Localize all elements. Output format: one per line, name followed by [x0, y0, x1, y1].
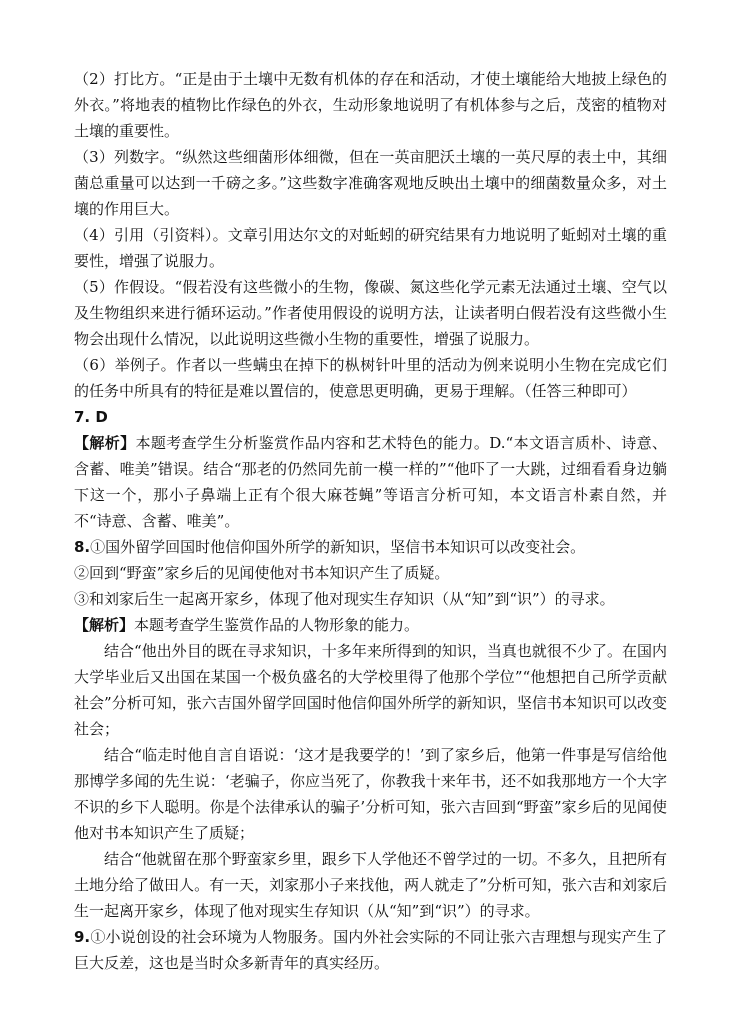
answer-8-point-2 — [74, 560, 667, 586]
paragraph-method-numbers — [74, 144, 667, 222]
analysis-text: 本题考查学生鉴赏作品的人物形象的能力。 — [134, 616, 420, 634]
paragraph-text: （6）举例子。作者以一些螨虫在掉下的枞树针叶里的活动为例来说明小生物在完成它们的任务中所具有的特征是难以置信的，使意思更明确，更易于理解。（任答三种即可） — [74, 356, 667, 400]
paragraph-method-example — [74, 352, 667, 404]
paragraph-method-quote — [74, 222, 667, 274]
analysis-8 — [74, 612, 667, 638]
answer-8-point-1 — [74, 534, 667, 560]
analysis-text: 结合“他就留在那个野蛮家乡里，跟乡下人学他还不曾学过的一切。不多久，且把所有土地分给了做田人。有一天，刘家那小子来找他，两人就走了”分析可知，张六吉和刘家后生一起离开家乡，体现了他对现实生存知识（从“知”到“识”）的寻求。 — [74, 850, 667, 920]
answer-number: 8. — [74, 538, 91, 556]
answer-7 — [74, 404, 667, 430]
answer-8-point-3 — [74, 586, 667, 612]
analysis-8-detail-3 — [74, 846, 667, 924]
analysis-tag: 【解析】 — [74, 616, 135, 634]
analysis-text: 结合“临走时他自言自语说：‘这才是我要学的！’到了家乡后，他第一件事是写信给他那博学多闻的先生说：‘老骗子，你应当死了，你教我十来年书，还不如我那地方一个大字不识的乡下人聪明。你是个法律承认的骗子’分析可知，张六吉回到“野蛮”家乡后的见闻使他对书本知识产生了质疑； — [74, 746, 667, 842]
answer-text: ①国外留学回国时他信仰国外所学的新知识，坚信书本知识可以改变社会。 — [90, 538, 586, 556]
analysis-tag: 【解析】 — [74, 434, 136, 452]
answer-text: ③和刘家后生一起离开家乡，体现了他对现实生存知识（从“知”到“识”）的寻求。 — [74, 590, 615, 608]
answer-text: ②回到“野蛮”家乡后的见闻使他对书本知识产生了质疑。 — [74, 564, 450, 582]
analysis-7 — [74, 430, 667, 534]
answer-9-point-1 — [74, 924, 667, 976]
paragraph-text: （3）列数字。“纵然这些细菌形体细微，但在一英亩肥沃土壤的一英尺厚的表土中，其细菌总重量可以达到一千磅之多。”这些数字准确客观地反映出土壤中的细菌数量众多，对土壤的作用巨大。 — [74, 148, 667, 218]
answer-number: 7. D — [74, 408, 108, 426]
answer-text: ①小说创设的社会环境为人物服务。国内外社会实际的不同让张六吉理想与现实产生了巨大反差，这也是当时众多新青年的真实经历。 — [74, 928, 667, 972]
paragraph-text: （5）作假设。“假若没有这些微小的生物，像碳、氮这些化学元素无法通过土壤、空气以及生物组织来进行循环运动。”作者使用假设的说明方法，让读者明白假若没有这些微小生物会出现什么情况，以此说明这些微小生物的重要性，增强了说服力。 — [74, 278, 667, 348]
paragraph-text: （2）打比方。“正是由于土壤中无数有机体的存在和活动，才使土壤能给大地披上绿色的外衣。”将地表的植物比作绿色的外衣，生动形象地说明了有机体参与之后，茂密的植物对土壤的重要性。 — [74, 70, 667, 140]
analysis-text: 结合“他出外目的既在寻求知识，十多年来所得到的知识，当真也就很不少了。在国内大学毕业后又出国在某国一个极负盛名的大学校里得了他那个学位”“他想把自己所学贡献社会”分析可知，张六吉国外留学回国时他信仰国外所学的新知识，坚信书本知识可以改变社会； — [74, 642, 667, 738]
paragraph-method-hypothesis — [74, 274, 667, 352]
analysis-8-detail-1 — [74, 638, 667, 742]
answer-number: 9. — [74, 928, 91, 946]
analysis-8-detail-2 — [74, 742, 667, 846]
analysis-text: 本题考查学生分析鉴赏作品内容和艺术特色的能力。D.“本文语言质朴、诗意、含蓄、唯美”错误。结合“那老的仍然同先前一模一样的”“他吓了一大跳，过细看看身边躺下这一个，那小子鼻端上正有个很大麻苍蝇”等语言分析可知，本文语言朴素自然，并不“诗意、含蓄、唯美”。 — [74, 434, 667, 530]
paragraph-method-metaphor — [74, 66, 667, 144]
paragraph-text: （4）引用（引资料）。文章引用达尔文的对蚯蚓的研究结果有力地说明了蚯蚓对土壤的重要性，增强了说服力。 — [74, 226, 667, 270]
